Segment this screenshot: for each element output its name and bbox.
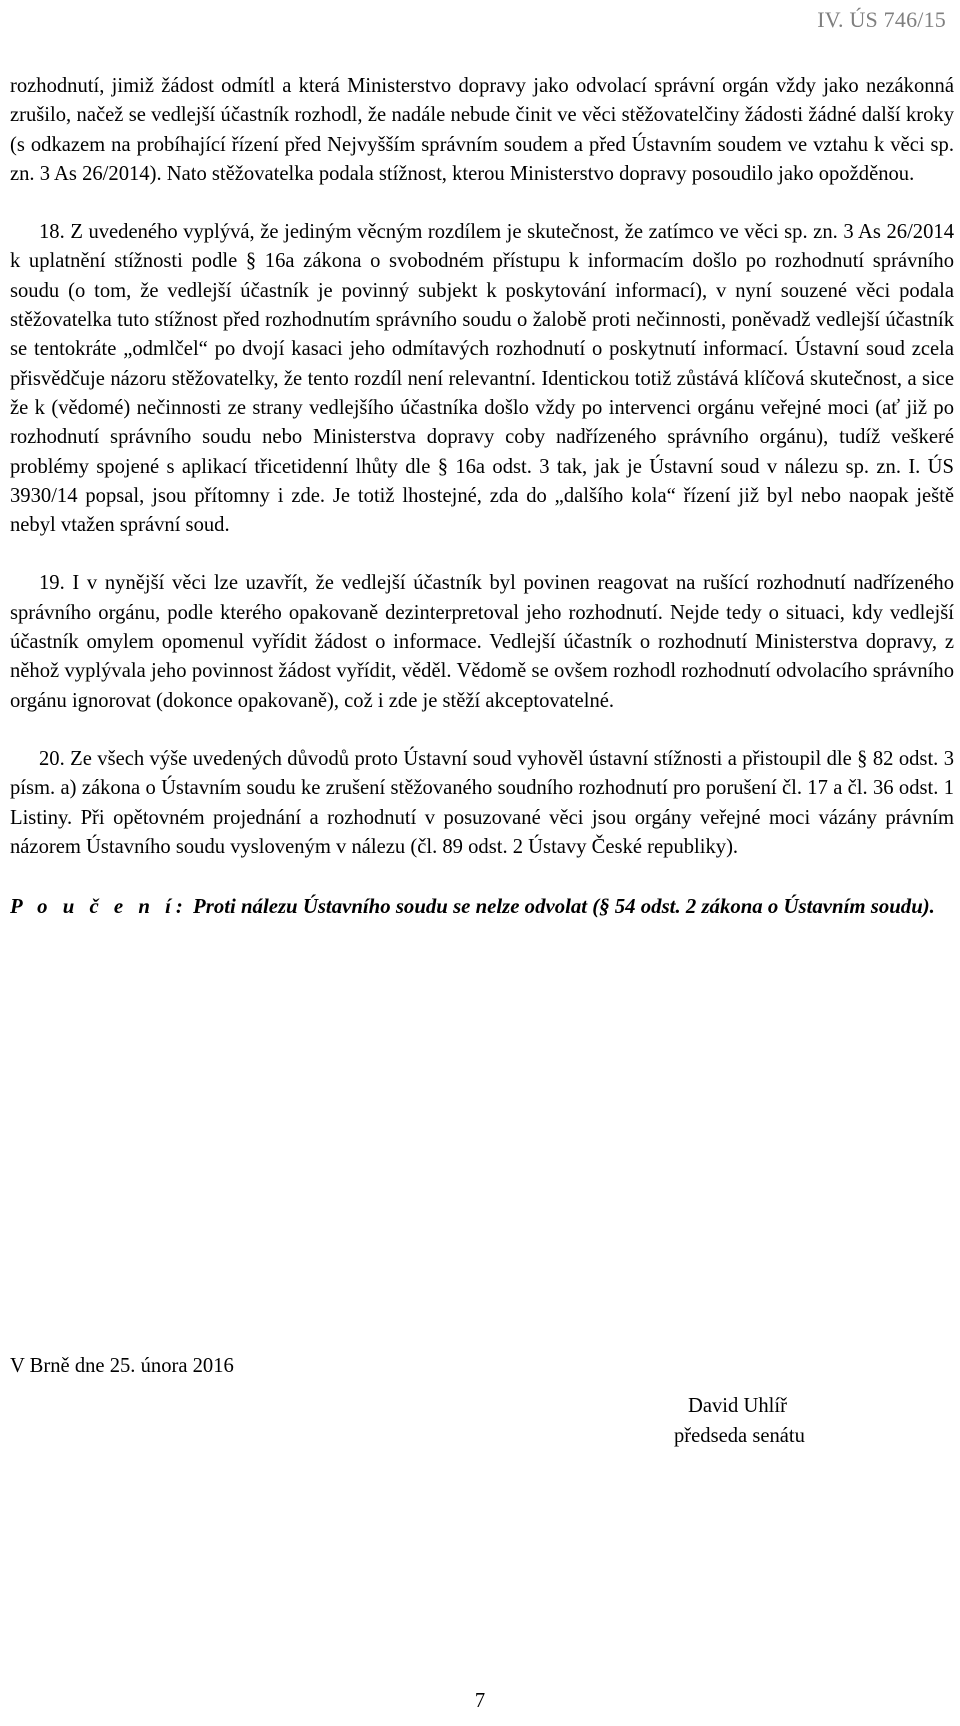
place-and-date: V Brně dne 25. února 2016 xyxy=(10,1355,234,1377)
signatory-title: předseda senátu xyxy=(674,1425,805,1447)
paragraph-18 xyxy=(10,218,954,540)
page-number: 7 xyxy=(474,1690,486,1712)
paragraph-number: 19. xyxy=(39,572,65,595)
paragraph-continuation xyxy=(10,72,954,189)
paragraph-text: Z uvedeného vyplývá, že jediným věcným rozdílem je skutečnost, že zatímco ve věci sp. zn. 3 As 26/2014 k uplatnění stížnosti podle § 16a zákona o svobodném přístupu k informacím došlo po rozhodnutí správního soudu (o tom, že vedlejší účastník je povinný subjekt k poskytování informací), v nyní souzené věci podala stěžovatelka tuto stížnost před rozhodnutím správního soudu o žalobě proti nečinnosti, poněvadž vedlejší účastník se tentokráte „odmlčel“ po dvojí kasaci jeho odmítavých rozhodnutí o poskytnutí informací. Ústavní soud zcela přisvědčuje názoru stěžovatelky, že tento rozdíl není relevantní. Identickou totiž zůstává klíčová skutečnost, a sice že k (vědomé) nečinnosti ze strany vedlejšího účastníka došlo vždy po intervenci orgánu veřejné moci (ať již po rozhodnutí správního soudu nebo Ministerstva dopravy coby nadřízeného správního orgánu), tudíž veškeré problémy spojené s aplikací třicetidenní lhůty dle § 16a odst. 3 tak, jak je Ústavní soud v nálezu sp. zn. I. ÚS 3930/14 popsal, jsou přítomny i zde. Je totiž lhostejné, zda do „dalšího kola“ řízení již byl nebo naopak ještě nebyl vtažen správní soud. xyxy=(10,221,954,537)
paragraph-number: 20. xyxy=(39,747,65,770)
instruction-text: Proti nálezu Ústavního soudu se nelze odvolat (§ 54 odst. 2 zákona o Ústavním soudu). xyxy=(193,895,935,919)
instruction-label: P o u č e n í: xyxy=(10,895,188,919)
paragraph-text: I v nynější věci lze uzavřít, že vedlejší účastník byl povinen reagovat na rušící rozhodnutí nadřízeného správního orgánu, podle kterého opakovaně dezinterpretoval jeho rozhodnutí. Nejde tedy o situaci, kdy vedlejší účastník omylem opomenul vyřídit žádost o informace. Vedlejší účastník o rozhodnutí Ministerstva dopravy, z něhož vyplývala jeho povinnost žádost vyřídit, věděl. Vědomě se ovšem rozhodl rozhodnutí odvolacího správního orgánu ignorovat (dokonce opakovaně), což i zde je stěží akceptovatelné. xyxy=(10,572,954,712)
signature-block xyxy=(674,1391,805,1451)
legal-instruction xyxy=(10,891,954,922)
paragraph-text: rozhodnutí, jimiž žádost odmítl a která Ministerstvo dopravy jako odvolací správní orgán vždy jako nezákonná zrušilo, načež se vedlejší účastník rozhodl, že nadále nebude činit ve věci stěžovatelčiny žádosti žádné další kroky (s odkazem na probíhající řízení před Nejvyšším správním soudem a před Ústavním soudem ve vztahu k věci sp. zn. 3 As 26/2014). Nato stěžovatelka podala stížnost, kterou Ministerstvo dopravy posoudilo jako opožděnou. xyxy=(10,75,954,185)
paragraph-number: 18. xyxy=(39,221,65,244)
signatory-name: David Uhlíř xyxy=(688,1395,787,1417)
case-reference: IV. ÚS 746/15 xyxy=(817,7,946,32)
document-body xyxy=(10,72,954,922)
paragraph-text: Ze všech výše uvedených důvodů proto Ústavní soud vyhověl ústavní stížnosti a přistoupil dle § 82 odst. 3 písm. a) zákona o Ústavním soudu ke zrušení stěžovaného soudního rozhodnutí pro porušení čl. 17 a čl. 36 odst. 1 Listiny. Při opětovném projednání a rozhodnutí v posuzované věci jsou orgány veřejné moci vázány právním názorem Ústavního soudu vysloveným v nálezu (čl. 89 odst. 2 Ústavy České republiky). xyxy=(10,747,955,858)
paragraph-19 xyxy=(10,569,954,715)
paragraph-20 xyxy=(10,745,954,862)
